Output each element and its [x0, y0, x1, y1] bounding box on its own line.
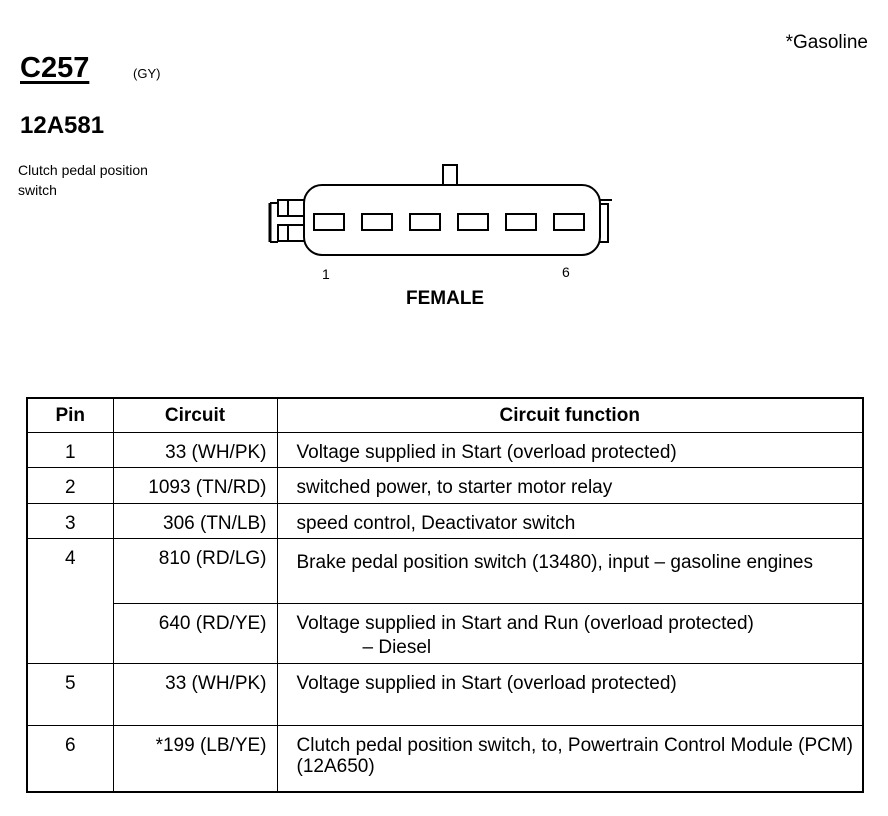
table-row — [27, 433, 863, 468]
right-latch — [600, 200, 612, 242]
connector-key — [443, 165, 457, 185]
pin-cell: 1 — [27, 433, 113, 468]
header-circuit: Circuit — [113, 398, 277, 433]
table-row — [27, 468, 863, 504]
pin-cell: 2 — [27, 468, 113, 504]
gasoline-note: *Gasoline — [785, 32, 868, 53]
header-pin: Pin — [27, 398, 113, 433]
circuit-cell: 306 (TN/LB) — [113, 504, 277, 539]
connector-gender-label: FEMALE — [406, 288, 485, 309]
diesel-note: – Diesel — [362, 637, 432, 658]
function-text: Voltage supplied in Start and Run (overload protected) — [296, 613, 754, 634]
circuit-cell: 810 (RD/LG) — [113, 539, 277, 604]
circuit-cell: 33 (WH/PK) — [113, 433, 277, 468]
circuit-cell: 1093 (TN/RD) — [113, 468, 277, 504]
pin-cavities — [314, 214, 584, 230]
circuit-cell: 640 (RD/YE) — [113, 604, 277, 664]
pin-cavity — [458, 214, 488, 230]
table-row — [27, 604, 863, 664]
circuit-cell: *199 (LB/YE) — [113, 726, 277, 792]
connector-color: (GY) — [133, 66, 161, 81]
pin-cell: 3 — [27, 504, 113, 539]
table-header-row — [27, 398, 863, 433]
pin-cavity — [362, 214, 392, 230]
function-cell: Voltage supplied in Start (overload protected) — [277, 433, 863, 468]
table-row — [27, 726, 863, 792]
left-latch — [270, 200, 304, 242]
pin-cavity — [554, 214, 584, 230]
function-cell: switched power, to starter motor relay — [277, 468, 863, 504]
connector-id: C257 — [20, 52, 90, 84]
pin-cell: 6 — [27, 726, 113, 792]
pin-cavity — [410, 214, 440, 230]
connector-diagram — [262, 158, 612, 262]
circuit-cell: 33 (WH/PK) — [113, 664, 277, 726]
function-cell — [277, 604, 863, 664]
table-row — [27, 539, 863, 604]
connector-body — [304, 185, 600, 255]
function-cell: speed control, Deactivator switch — [277, 504, 863, 539]
pin-cell: 5 — [27, 664, 113, 726]
pin-label-first: 1 — [322, 266, 330, 282]
component-name: Clutch pedal position switch — [18, 162, 148, 198]
table-row — [27, 504, 863, 539]
function-cell: Clutch pedal position switch, to, Powertrain Control Module (PCM) (12A650) — [277, 726, 863, 792]
table-row — [27, 664, 863, 726]
pin-label-last: 6 — [562, 264, 570, 280]
pin-cavity — [314, 214, 344, 230]
circuit-table — [26, 397, 864, 793]
function-cell: Brake pedal position switch (13480), input – gasoline engines — [277, 539, 863, 604]
pin-cavity — [506, 214, 536, 230]
header-circuit-function: Circuit function — [277, 398, 863, 433]
pin-cell: 4 — [27, 539, 113, 664]
part-number: 12A581 — [20, 112, 105, 139]
function-cell: Voltage supplied in Start (overload protected) — [277, 664, 863, 726]
